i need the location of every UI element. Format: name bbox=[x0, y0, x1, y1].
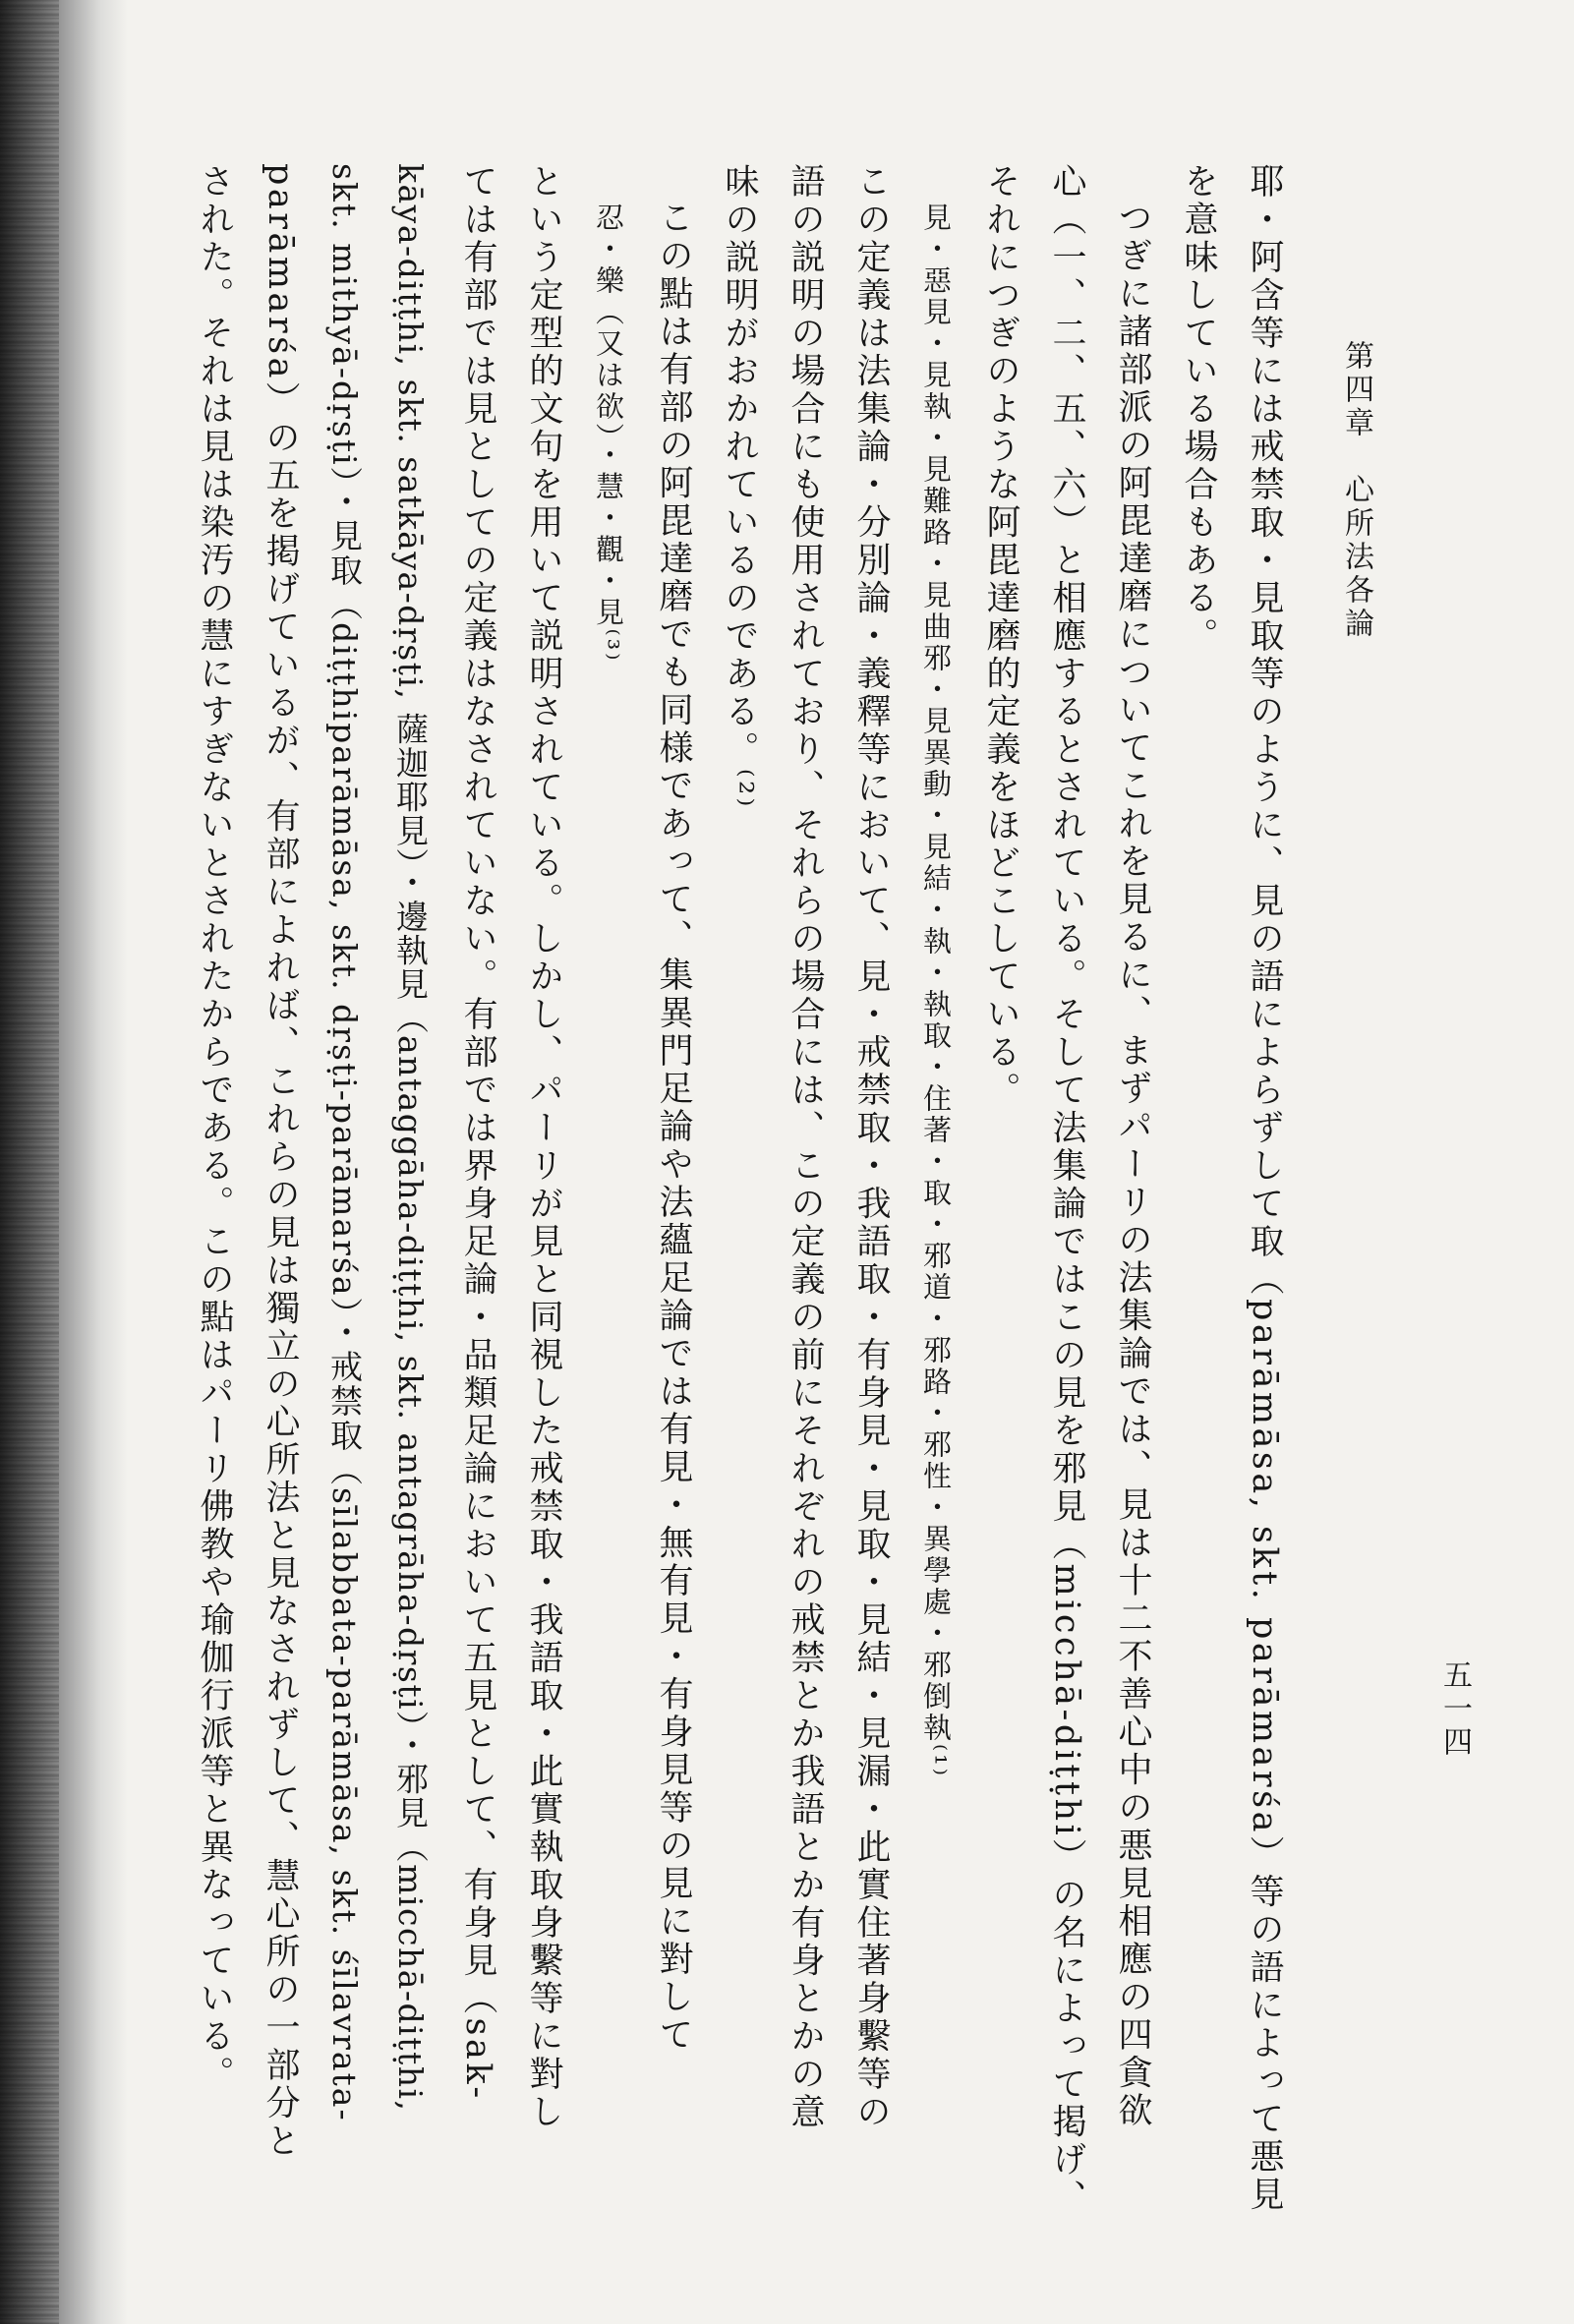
definition-quote: 忍・樂（又は欲）・慧・觀・見⁽³⁾ bbox=[592, 203, 625, 664]
text-column: それにつぎのような阿毘達磨的定義をほどこしている。 bbox=[981, 163, 1020, 1110]
chapter-header: 第四章 心所法各論 bbox=[1339, 340, 1373, 641]
scan-noise-edge bbox=[0, 0, 59, 2324]
text-column: 語の説明の場合にも使用されており、それらの場合には、この定義の前にそれぞれの戒禁とか我語とか有身とかの意 bbox=[786, 163, 825, 2131]
page-number: 五一四 bbox=[1437, 1659, 1472, 1760]
text-column: された。それは見は染汚の慧にすぎないとされたからである。この點はパーリ佛教や瑜伽行派等と異なっている。 bbox=[195, 163, 234, 2094]
text-column: ては有部では見としての定義はなされていない。有部では界身足論・品類足論において五見として、有身見（sak- bbox=[458, 163, 497, 2102]
text-column: つぎに諸部派の阿毘達磨についてこれを見るに、まずパーリの法集論では、見は十二不善心中の悪見相應の四貪欲 bbox=[1113, 200, 1152, 2130]
text-column: を意味している場合もある。 bbox=[1179, 163, 1218, 656]
text-column: 味の説明がおかれているのである。⁽²⁾ bbox=[720, 163, 759, 810]
text-column: 耶・阿含等には戒禁取・見取等のように、見の語によらずして取（parāmāsa, skt. parāmarśa）等の語によって悪見 bbox=[1245, 163, 1284, 2214]
text-column: parāmarśa）の五を掲げているが、有部によれば、これらの見は獨立の心所法と見なされずして、慧心所の一部分と bbox=[261, 163, 300, 2161]
text-column: という定型的文句を用いて説明されている。しかし、パーリが見と同視した戒禁取・我語取・此實執取身繫等に對し bbox=[524, 163, 563, 2131]
text-column: この點は有部の阿毘達磨でも同様であって、集異門足論や法蘊足論では有見・無有見・有身見等の見に對して bbox=[654, 200, 693, 2055]
text-column: skt. mithyā-dṛṣṭi）・見取（diṭṭhiparāmāsa, skt. dṛṣṭi-parāmarśa）・戒禁取（sīlabbata-parāmāsa, skt. śīlavrata- bbox=[325, 163, 364, 2122]
text-column: この定義は法集論・分別論・義釋等において、見・戒禁取・我語取・有身見・見取・見結・見漏・此實住著身繫等の bbox=[851, 163, 891, 2131]
definition-quote: 見・惡見・見執・見難路・見曲邪・見異動・見結・執・執取・住著・取・邪道・邪路・邪性・異學處・邪倒執⁽¹⁾ bbox=[919, 203, 953, 1778]
text-column: 心（一、二、五、六）と相應するとされている。そして法集論ではこの見を邪見（micchā-diṭṭhi）の名によって掲げ、 bbox=[1047, 163, 1086, 2218]
text-column: kāya-diṭṭhi, skt. satkāya-dṛṣṭi, 薩迦耶見）・邊執見（antaggāha-diṭṭhi, skt. antagrāha-dṛṣṭi）・邪見（micchā-diṭṭhi, bbox=[391, 163, 430, 2113]
